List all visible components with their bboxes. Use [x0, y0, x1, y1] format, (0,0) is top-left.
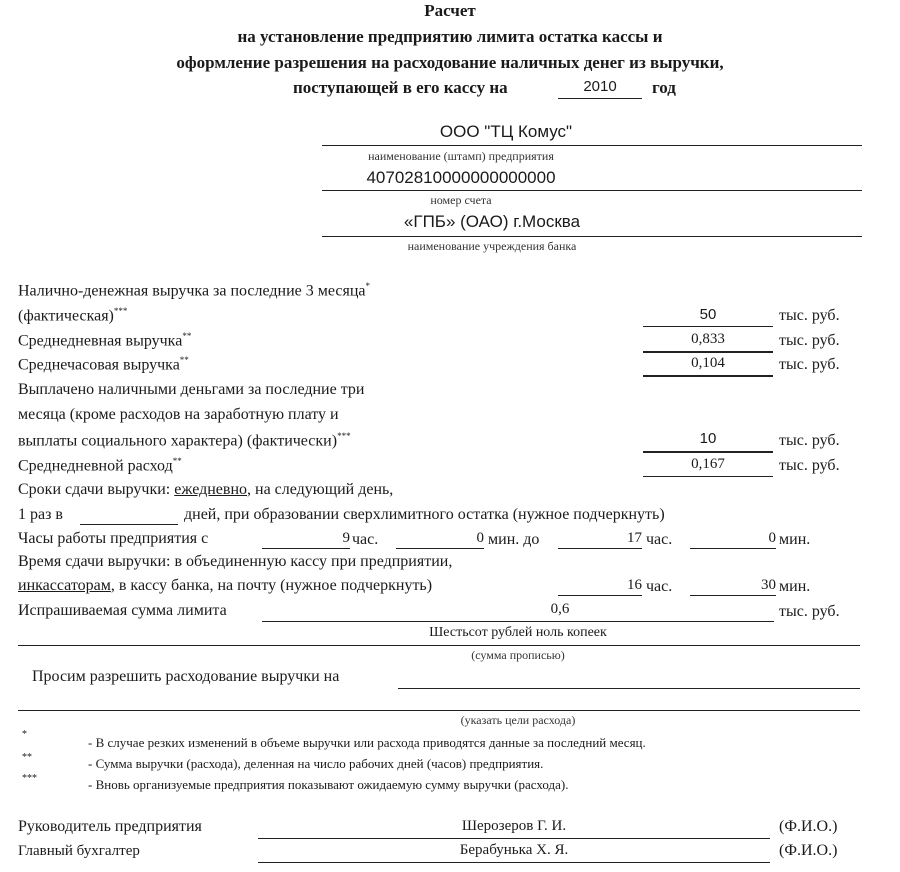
limit-label: Испрашиваемая сумма лимита [18, 602, 227, 619]
request-line-1 [398, 688, 860, 689]
account-caption: номер счета [430, 193, 492, 207]
paid-label-3: выплаты социального характера) (фактически)*** [18, 431, 351, 450]
delivery-h-line [558, 595, 642, 596]
note-3-mark: *** [22, 773, 37, 784]
daily-revenue-unit: тыс. руб. [779, 332, 840, 349]
hours-from-h-line [262, 548, 350, 549]
once-in-label: 1 раз в [18, 506, 63, 523]
delivery-collectors-underlined: инкассаторам [18, 577, 111, 594]
accountant-label: Главный бухгалтер [18, 843, 140, 859]
delivery-m-line [690, 595, 776, 596]
delivery-h: 16 [627, 577, 642, 593]
note-3-text: - Вновь организуемые предприятия показывают ожидаемую сумму выручки (расхода). [88, 777, 569, 792]
director-line [258, 838, 770, 839]
note-2-mark: ** [22, 752, 32, 763]
bank-name: «ГПБ» (ОАО) г.Москва [403, 212, 581, 231]
hours-to-h-label: час. [646, 531, 673, 548]
bank-line [322, 236, 862, 237]
delivery-min-label: мин. [779, 578, 811, 595]
hours-from-h: 9 [342, 530, 350, 546]
note-2-text: - Сумма выручки (расхода), деленная на число рабочих дней (часов) предприятия. [88, 756, 544, 771]
hourly-revenue-value: 0,104 [691, 355, 725, 371]
year-suffix: год [652, 78, 676, 97]
daily-revenue-label: Среднедневная выручка** [18, 331, 192, 350]
form-title-line3: оформление разрешения на расходование наличных денег из выручки, [176, 53, 724, 72]
hours-to-m: 0 [768, 530, 776, 546]
account-number: 40702810000000000000 [366, 168, 556, 187]
hours-from-m-line [396, 548, 484, 549]
delivery-h-label: час. [646, 578, 673, 595]
director-name: Шерозеров Г. И. [461, 818, 567, 834]
note-1-mark: * [22, 729, 27, 740]
org-name: ООО "ТЦ Комус" [439, 122, 573, 141]
delivery-line-1: Время сдачи выручки: в объединенную кассу при предприятии, [18, 553, 453, 570]
form-title: Расчет [424, 1, 476, 20]
hours-to-h-line [558, 548, 642, 549]
limit-unit: тыс. руб. [779, 603, 840, 620]
director-label: Руководитель предприятия [18, 818, 202, 835]
daily-revenue-value: 0,833 [691, 331, 725, 347]
paid-unit: тыс. руб. [779, 432, 840, 449]
once-in-rest: дней, при образовании сверхлимитного остатка (нужное подчеркнуть) [184, 506, 665, 523]
request-label: Просим разрешить расходование выручки на [32, 668, 340, 685]
paid-label-1: Выплачено наличными деньгами за последние три [18, 381, 365, 398]
delivery-line-2: инкассаторам, в кассу банка, на почту (нужное подчеркнуть) [18, 577, 433, 594]
hourly-revenue-label: Среднечасовая выручка** [18, 355, 189, 374]
accountant-line [258, 862, 770, 863]
paid-line [643, 451, 773, 453]
limit-value: 0,6 [550, 601, 570, 617]
accountant-fio: (Ф.И.О.) [779, 842, 838, 859]
daily-expense-value: 0,167 [691, 456, 725, 472]
request-caption: (указать цели расхода) [460, 713, 576, 727]
year-line [558, 98, 642, 99]
bank-caption: наименование учреждения банка [407, 239, 577, 253]
director-fio: (Ф.И.О.) [779, 818, 838, 835]
limit-line [262, 621, 774, 622]
hourly-revenue-line [643, 375, 773, 377]
daily-expense-label: Среднедневной расход** [18, 456, 182, 475]
limit-words-caption: (сумма прописью) [471, 648, 565, 662]
delivery-m: 30 [761, 577, 776, 593]
hours-min-label: мин. [779, 531, 811, 548]
deadline-line: Сроки сдачи выручки: ежедневно, на следующий день, [18, 481, 394, 498]
hours-to-h: 17 [627, 530, 642, 546]
hourly-revenue-unit: тыс. руб. [779, 356, 840, 373]
daily-expense-line [643, 476, 773, 477]
hours-to-m-line [690, 548, 776, 549]
org-name-caption: наименование (штамп) предприятия [368, 149, 554, 163]
paid-label-2: месяца (кроме расходов на заработную плату и [18, 406, 339, 423]
daily-expense-unit: тыс. руб. [779, 457, 840, 474]
hours-min-to: мин. до [488, 531, 540, 548]
revenue-label-2: (фактическая)*** [18, 306, 128, 325]
year-value: 2010 [583, 78, 617, 95]
hours-from-m: 0 [476, 530, 484, 546]
revenue-unit: тыс. руб. [779, 307, 840, 324]
paid-value: 10 [699, 430, 717, 447]
form-title-line2: на установление предприятию лимита остатка кассы и [237, 27, 663, 46]
hours-label: Часы работы предприятия с [18, 530, 209, 547]
daily-revenue-line [643, 351, 773, 353]
hours-h-label: час. [352, 531, 379, 548]
note-1-text: - В случае резких изменений в объеме выручки или расхода приводятся данные за последний месяц. [88, 735, 646, 750]
accountant-name: Берабунька Х. Я. [459, 842, 569, 858]
once-in-line [80, 524, 178, 525]
account-line [322, 190, 862, 191]
revenue-line [643, 326, 773, 327]
revenue-value: 50 [699, 306, 717, 323]
org-name-line [322, 145, 862, 146]
form-title-line4: поступающей в его кассу на [293, 78, 508, 97]
limit-words: Шестьсот рублей ноль копеек [429, 625, 607, 640]
request-line-2 [18, 710, 860, 711]
limit-words-line [18, 645, 860, 646]
revenue-label-1: Налично-денежная выручка за последние 3 месяца* [18, 281, 371, 300]
deadline-daily-underlined: ежедневно [174, 481, 248, 498]
